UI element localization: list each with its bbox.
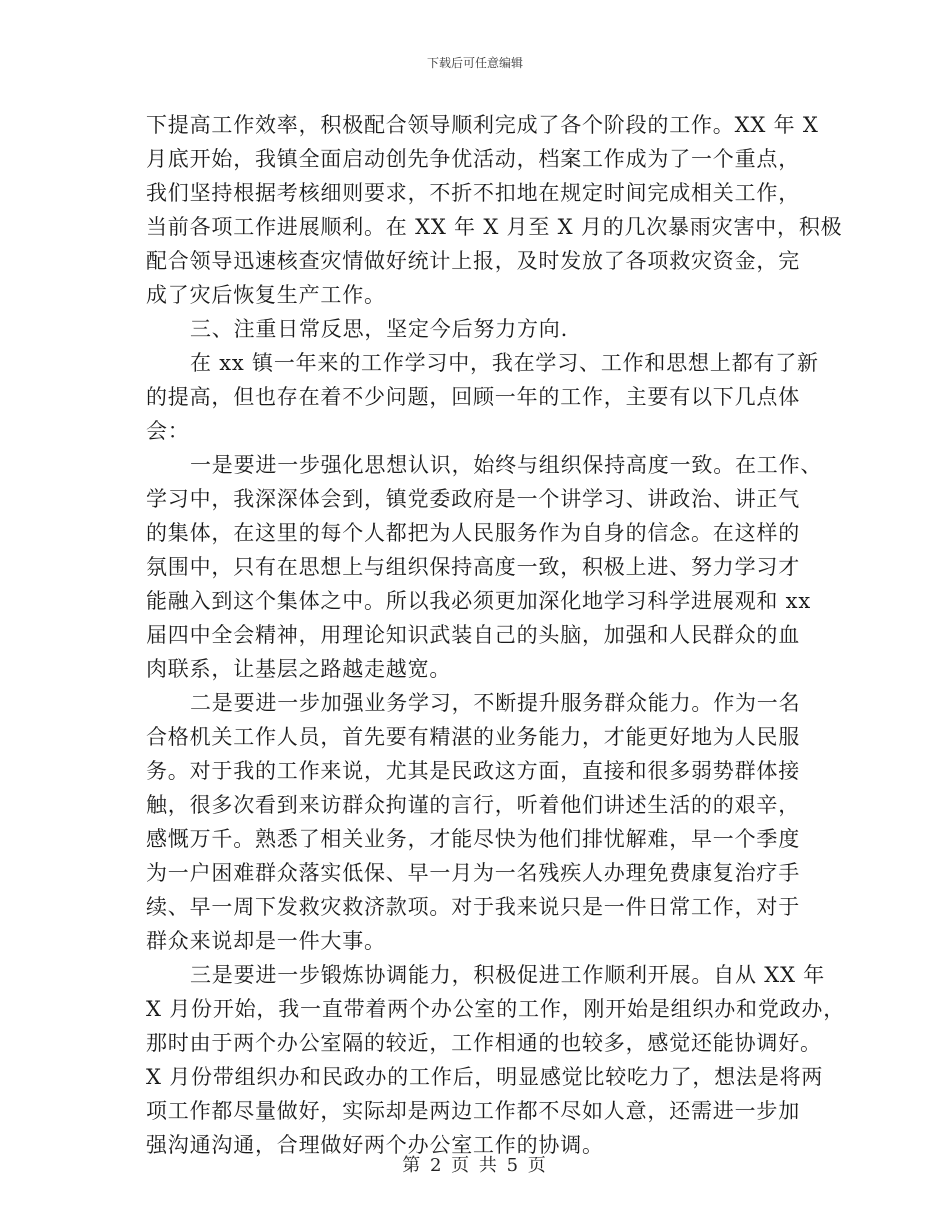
text-line: 续、早一周下发救灾救济款项。对于我来说只是一件日常工作，对于	[146, 895, 800, 919]
text-line: 能融入到这个集体之中。所以我必须更加深化地学习科学进展观和 xx	[146, 589, 811, 613]
text-line: 的集体，在这里的每个人都把为人民服务作为自身的信念。在这样的	[146, 521, 800, 545]
document-body	[146, 108, 846, 1162]
text-line: 在 xx 镇一年来的工作学习中，我在学习、工作和思想上都有了新	[190, 351, 819, 375]
text-line: 一是要进一步强化思想认识，始终与组织保持高度一致。在工作、	[190, 453, 823, 477]
text-line: 三是要进一步锻炼协调能力，积极促进工作顺利开展。自从 XX 年	[190, 963, 826, 987]
text-line: 月底开始，我镇全面启动创先争优活动，档案工作成为了一个重点，	[146, 147, 800, 171]
text-line: 成了灾后恢复生产工作。	[146, 283, 386, 307]
text-line: 二是要进一步加强业务学习，不断提升服务群众能力。作为一名	[190, 691, 801, 715]
text-line: 我们坚持根据考核细则要求，不折不扣地在规定时间完成相关工作，	[146, 181, 800, 205]
text-line: 当前各项工作进展顺利。在 XX 年 X 月至 X 月的几次暴雨灾害中，积极	[146, 215, 843, 239]
text-line: 学习中，我深深体会到，镇党委政府是一个讲学习、讲政治、讲正气	[146, 487, 800, 511]
page-footer: 第 2 页 共 5 页	[402, 1155, 548, 1176]
text-line: X 月份带组织办和民政办的工作后，明显感觉比较吃力了，想法是将两	[146, 1065, 824, 1089]
text-line: 氛围中，只有在思想上与组织保持高度一致，积极上进、努力学习才	[146, 555, 800, 579]
text-line: 那时由于两个办公室隔的较近，工作相通的也较多，感觉还能协调好。	[146, 1031, 822, 1055]
text-line: 肉联系，让基层之路越走越宽。	[146, 657, 452, 681]
text-line: 强沟通沟通，合理做好两个办公室工作的协调。	[146, 1133, 604, 1157]
text-line: 下提高工作效率，积极配合领导顺利完成了各个阶段的工作。XX 年 X	[146, 113, 819, 137]
text-line: 届四中全会精神，用理论知识武装自己的头脑，加强和人民群众的血	[146, 623, 800, 647]
text-line: 触，很多次看到来访群众拘谨的言行，听着他们讲述生活的的艰辛，	[146, 793, 800, 817]
text-line: 为一户困难群众落实低保、早一月为一名残疾人办理免费康复治疗手	[146, 861, 800, 885]
text-line: 配合领导迅速核查灾情做好统计上报，及时发放了各项救灾资金，完	[146, 249, 800, 273]
text-line: 会：	[146, 419, 190, 443]
header-note: 下载后可任意编辑	[426, 56, 523, 70]
text-line: 项工作都尽量做好，实际却是两边工作都不尽如人意，还需进一步加	[146, 1099, 800, 1123]
text-line: 感慨万千。熟悉了相关业务，才能尽快为他们排忧解难，早一个季度	[146, 827, 800, 851]
text-line: 务。对于我的工作来说，尤其是民政这方面，直接和很多弱势群体接	[146, 759, 800, 783]
text-line: 合格机关工作人员，首先要有精湛的业务能力，才能更好地为人民服	[146, 725, 800, 749]
text-line: 的提高，但也存在着不少问题，回顾一年的工作，主要有以下几点体	[146, 385, 800, 409]
text-line: 群众来说却是一件大事。	[146, 929, 386, 953]
text-line: 三、注重日常反思，坚定今后努力方向.	[190, 317, 569, 341]
text-line: X 月份开始，我一直带着两个办公室的工作，刚开始是组织办和党政办，	[146, 997, 846, 1021]
